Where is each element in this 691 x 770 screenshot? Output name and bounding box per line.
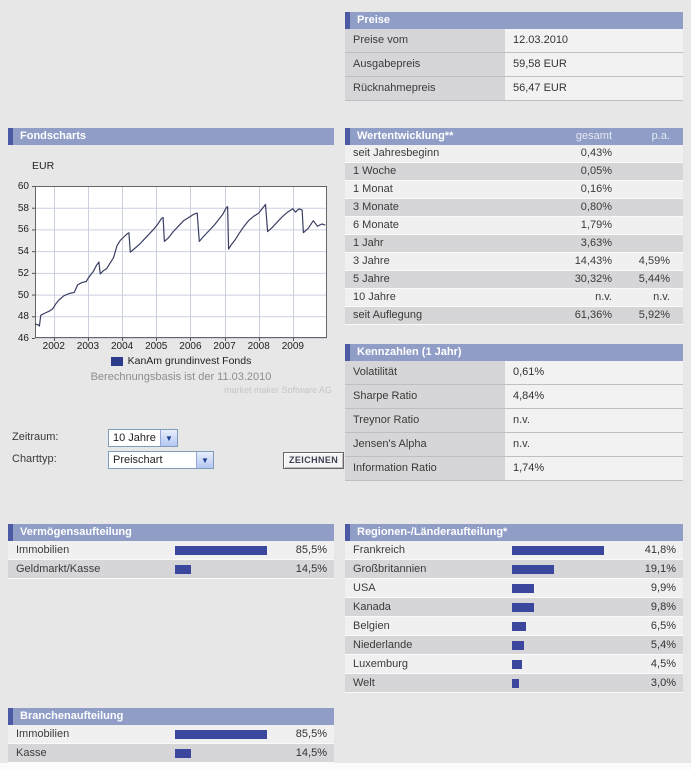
row-label: Immobilien bbox=[16, 544, 70, 556]
kennzahlen-rows bbox=[345, 361, 683, 481]
row-value-pa bbox=[612, 199, 670, 216]
row-label: Kasse bbox=[16, 747, 47, 759]
row-value: 12.03.2010 bbox=[505, 29, 683, 52]
legend-label: KanAm grundinvest Fonds bbox=[127, 355, 252, 367]
row-value: n.v. bbox=[505, 433, 683, 456]
row-value: 41,8% bbox=[644, 544, 676, 556]
branchenaufteilung-header bbox=[8, 708, 334, 725]
kennzahlen-title: Kennzahlen (1 Jahr) bbox=[357, 346, 462, 358]
allocation-bar bbox=[512, 584, 534, 593]
row-label: USA bbox=[353, 582, 376, 594]
row-value-pa bbox=[612, 181, 670, 198]
allocation-bar bbox=[175, 565, 191, 574]
chevron-down-icon[interactable]: ▼ bbox=[160, 430, 177, 446]
row-value: 1,74% bbox=[505, 457, 683, 480]
x-tick-label: 2006 bbox=[179, 341, 202, 352]
charttyp-selected-value: Preischart bbox=[113, 454, 163, 466]
allocation-bar-track bbox=[175, 730, 275, 739]
column-header-pa: p.a. bbox=[651, 130, 670, 142]
allocation-bar bbox=[512, 565, 554, 574]
row-value: 6,5% bbox=[650, 620, 676, 632]
allocation-bar-track bbox=[512, 584, 612, 593]
allocation-bar bbox=[512, 603, 534, 612]
zeitraum-label: Zeitraum: bbox=[12, 431, 59, 443]
allocation-bar bbox=[175, 730, 267, 739]
row-value-gesamt: n.v. bbox=[595, 291, 612, 303]
x-tick-label: 2005 bbox=[145, 341, 168, 352]
row-label: Sharpe Ratio bbox=[345, 385, 505, 408]
table-row bbox=[345, 617, 683, 636]
allocation-bar bbox=[175, 749, 191, 758]
row-value: 19,1% bbox=[644, 563, 676, 575]
allocation-bar-track bbox=[512, 622, 612, 631]
calculation-basis-note: Berechnungsbasis ist der 11.03.2010 bbox=[90, 371, 272, 383]
y-tick-label: 58 bbox=[17, 202, 29, 214]
regionen-header bbox=[345, 524, 683, 541]
row-label: 3 Monate bbox=[353, 201, 399, 213]
row-label: 1 Monat bbox=[353, 183, 393, 195]
row-label: Frankreich bbox=[353, 544, 405, 556]
row-value: 85,5% bbox=[295, 544, 327, 556]
table-row bbox=[345, 674, 683, 693]
table-row bbox=[345, 433, 683, 457]
y-tick-label: 52 bbox=[17, 267, 29, 279]
table-row bbox=[345, 199, 683, 217]
table-row bbox=[345, 655, 683, 674]
row-value-gesamt: 0,16% bbox=[580, 183, 612, 195]
vermoegensaufteilung-rows bbox=[8, 541, 334, 579]
legend-swatch-icon bbox=[111, 357, 123, 366]
preise-header bbox=[345, 12, 683, 29]
zeichnen-button[interactable]: ZEICHNEN bbox=[283, 452, 344, 469]
row-label: Großbritannien bbox=[353, 563, 427, 575]
row-value-pa bbox=[612, 235, 670, 252]
row-label: Belgien bbox=[353, 620, 390, 632]
y-axis-tick-labels bbox=[8, 181, 31, 344]
row-value: 59,58 EUR bbox=[505, 53, 683, 76]
row-label: Treynor Ratio bbox=[345, 409, 505, 432]
row-label: Immobilien bbox=[16, 728, 70, 740]
row-value: 9,9% bbox=[650, 582, 676, 594]
row-value: 4,5% bbox=[650, 658, 676, 670]
row-label: 6 Monate bbox=[353, 219, 399, 231]
chevron-down-icon[interactable]: ▼ bbox=[196, 452, 213, 468]
table-row bbox=[8, 744, 334, 763]
row-label: 10 Jahre bbox=[353, 291, 396, 303]
kennzahlen-section bbox=[345, 344, 683, 481]
table-row bbox=[345, 636, 683, 655]
fondscharts-section bbox=[8, 128, 339, 490]
y-tick-label: 46 bbox=[17, 333, 29, 344]
row-value: 56,47 EUR bbox=[505, 77, 683, 100]
row-value-pa: 5,92% bbox=[638, 309, 670, 321]
row-label: Geldmarkt/Kasse bbox=[16, 563, 101, 575]
row-label: Preise vom bbox=[345, 29, 505, 52]
row-value-gesamt: 30,32% bbox=[574, 273, 612, 285]
x-tick-label: 2007 bbox=[213, 341, 236, 352]
y-tick-label: 50 bbox=[17, 289, 29, 301]
x-tick-label: 2002 bbox=[42, 341, 65, 352]
row-label: seit Jahresbeginn bbox=[353, 147, 440, 159]
allocation-bar-track bbox=[512, 603, 612, 612]
wertentwicklung-header bbox=[345, 128, 683, 145]
row-label: Rücknahmepreis bbox=[345, 77, 505, 100]
allocation-bar-track bbox=[512, 660, 612, 669]
row-value-gesamt: 0,80% bbox=[580, 201, 612, 213]
fund-price-chart bbox=[35, 186, 327, 338]
allocation-bar-track bbox=[512, 565, 612, 574]
y-tick-label: 48 bbox=[17, 311, 29, 323]
row-value: 14,5% bbox=[295, 747, 327, 759]
row-value-gesamt: 1,79% bbox=[580, 219, 612, 231]
row-value-gesamt: 0,05% bbox=[580, 165, 612, 177]
table-row bbox=[345, 217, 683, 235]
row-label: Welt bbox=[353, 677, 375, 689]
fondscharts-title: Fondscharts bbox=[20, 130, 87, 142]
allocation-bar-track bbox=[175, 565, 275, 574]
chart-legend bbox=[35, 355, 327, 367]
row-label: seit Auflegung bbox=[353, 309, 423, 321]
zeitraum-selected-value: 10 Jahre bbox=[113, 432, 156, 444]
table-row bbox=[345, 145, 683, 163]
row-label: Kanada bbox=[353, 601, 391, 613]
row-value-pa: n.v. bbox=[653, 291, 670, 303]
row-value-pa bbox=[612, 163, 670, 180]
wertentwicklung-section bbox=[345, 128, 683, 325]
row-value-gesamt: 14,43% bbox=[574, 255, 612, 267]
allocation-bar-track bbox=[175, 546, 275, 555]
row-label: 5 Jahre bbox=[353, 273, 390, 285]
table-row bbox=[345, 235, 683, 253]
row-label: 3 Jahre bbox=[353, 255, 390, 267]
table-row bbox=[345, 361, 683, 385]
row-label: Niederlande bbox=[353, 639, 413, 651]
x-axis-tick-labels bbox=[35, 341, 327, 353]
row-value: 14,5% bbox=[295, 563, 327, 575]
preise-title: Preise bbox=[357, 14, 391, 26]
table-row bbox=[345, 598, 683, 617]
row-value-gesamt: 61,36% bbox=[574, 309, 612, 321]
row-value-gesamt: 0,43% bbox=[580, 147, 612, 159]
row-value: 9,8% bbox=[650, 601, 676, 613]
table-row bbox=[345, 29, 683, 53]
allocation-bar bbox=[512, 660, 522, 669]
x-tick-label: 2008 bbox=[247, 341, 270, 352]
kennzahlen-header bbox=[345, 344, 683, 361]
row-label: 1 Jahr bbox=[353, 237, 384, 249]
preise-section bbox=[345, 12, 683, 101]
row-value: 4,84% bbox=[505, 385, 683, 408]
row-label: Jensen's Alpha bbox=[345, 433, 505, 456]
table-row bbox=[345, 289, 683, 307]
table-row bbox=[345, 181, 683, 199]
table-row bbox=[345, 163, 683, 181]
branchenaufteilung-section bbox=[8, 708, 334, 763]
regionen-title: Regionen-/Länderaufteilung* bbox=[357, 526, 508, 538]
charttyp-select[interactable] bbox=[108, 451, 214, 469]
software-watermark: market maker Software AG bbox=[223, 385, 332, 395]
bottom-divider bbox=[0, 763, 691, 770]
vermoegensaufteilung-section bbox=[8, 524, 334, 579]
table-row bbox=[345, 53, 683, 77]
row-value-gesamt: 3,63% bbox=[580, 237, 612, 249]
table-row bbox=[345, 560, 683, 579]
regionen-rows bbox=[345, 541, 683, 693]
allocation-bar bbox=[512, 622, 526, 631]
row-value: 5,4% bbox=[650, 639, 676, 651]
table-row bbox=[345, 77, 683, 101]
row-value: 3,0% bbox=[650, 677, 676, 689]
zeitraum-select[interactable] bbox=[108, 429, 178, 447]
allocation-bar-track bbox=[512, 546, 612, 555]
row-value: 85,5% bbox=[295, 728, 327, 740]
row-label: 1 Woche bbox=[353, 165, 397, 177]
row-label: Volatilität bbox=[345, 361, 505, 384]
branchenaufteilung-rows bbox=[8, 725, 334, 763]
table-row bbox=[8, 541, 334, 560]
allocation-bar bbox=[512, 641, 524, 650]
row-value-pa: 5,44% bbox=[638, 273, 670, 285]
allocation-bar bbox=[512, 679, 519, 688]
row-value-pa bbox=[612, 145, 670, 162]
fondscharts-header bbox=[8, 128, 334, 145]
charttyp-label: Charttyp: bbox=[12, 453, 57, 465]
table-row bbox=[8, 560, 334, 579]
row-value-pa bbox=[612, 217, 670, 234]
x-tick-label: 2004 bbox=[110, 341, 134, 352]
row-label: Information Ratio bbox=[345, 457, 505, 480]
column-header-gesamt: gesamt bbox=[575, 130, 612, 142]
table-row bbox=[345, 385, 683, 409]
y-tick-label: 56 bbox=[17, 224, 29, 236]
table-row bbox=[345, 253, 683, 271]
table-row bbox=[345, 579, 683, 598]
branchenaufteilung-title: Branchenaufteilung bbox=[20, 710, 124, 722]
regionen-section bbox=[345, 524, 683, 693]
allocation-bar bbox=[175, 546, 267, 555]
vermoegensaufteilung-header bbox=[8, 524, 334, 541]
y-tick-label: 60 bbox=[17, 181, 29, 192]
table-row bbox=[345, 409, 683, 433]
row-value-pa: 4,59% bbox=[638, 255, 670, 267]
table-row bbox=[8, 725, 334, 744]
allocation-bar-track bbox=[175, 749, 275, 758]
wertentwicklung-rows bbox=[345, 145, 683, 325]
x-tick-label: 2003 bbox=[76, 341, 100, 352]
table-row bbox=[345, 307, 683, 325]
row-label: Luxemburg bbox=[353, 658, 409, 670]
row-label: Ausgabepreis bbox=[345, 53, 505, 76]
table-row bbox=[345, 457, 683, 481]
vermoegensaufteilung-title: Vermögensaufteilung bbox=[20, 526, 132, 538]
y-axis-unit-label: EUR bbox=[32, 160, 55, 172]
allocation-bar-track bbox=[512, 641, 612, 650]
table-row bbox=[345, 271, 683, 289]
table-row bbox=[345, 541, 683, 560]
row-value: 0,61% bbox=[505, 361, 683, 384]
x-tick-label: 2009 bbox=[281, 341, 304, 352]
row-value: n.v. bbox=[505, 409, 683, 432]
wertentwicklung-title: Wertentwicklung** bbox=[357, 130, 454, 142]
y-tick-label: 54 bbox=[17, 246, 29, 258]
allocation-bar bbox=[512, 546, 604, 555]
allocation-bar-track bbox=[512, 679, 612, 688]
